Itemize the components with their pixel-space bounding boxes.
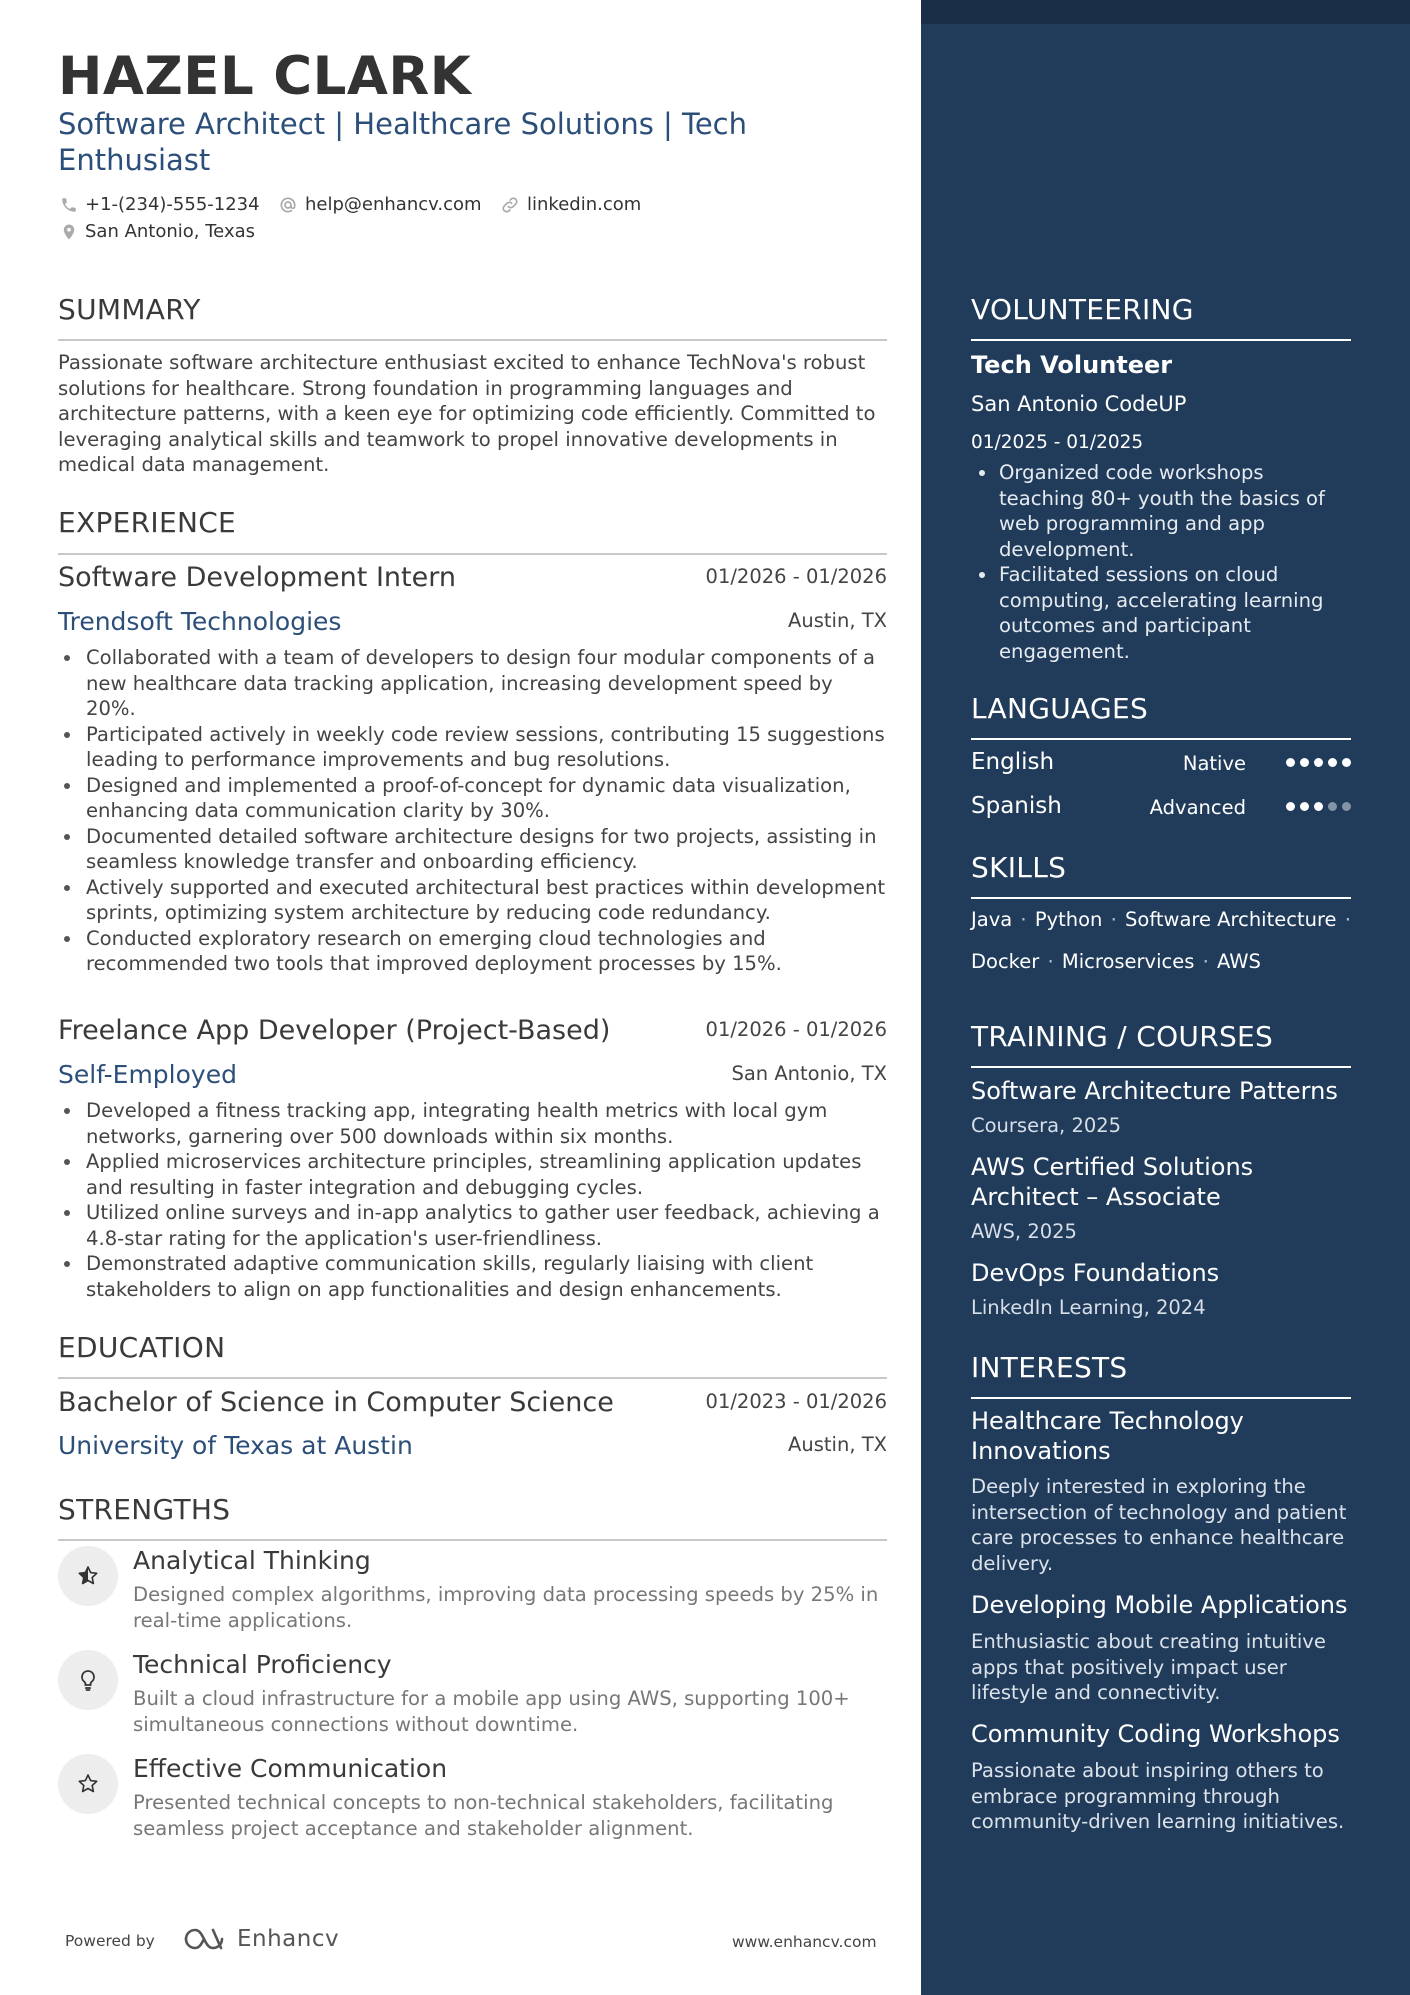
strength-title: Analytical Thinking bbox=[133, 1546, 371, 1575]
enhancv-logo[interactable] bbox=[183, 1926, 339, 1952]
job-title: Freelance App Developer (Project-Based) bbox=[58, 1015, 611, 1046]
job-dates: 01/2026 - 01/2026 bbox=[705, 1018, 887, 1041]
bullet-item: Participated actively in weekly code review sessions, contributing 15 suggestions leading to performance improvements and bug resolutions. bbox=[58, 722, 887, 773]
training-heading: TRAINING / COURSES bbox=[971, 1020, 1274, 1053]
language-level: Native bbox=[1182, 752, 1246, 775]
experience-divider bbox=[58, 553, 887, 555]
rating-dot-filled bbox=[1300, 758, 1309, 767]
degree-title: Bachelor of Science in Computer Science bbox=[58, 1387, 614, 1418]
rating-dot-filled bbox=[1300, 802, 1309, 811]
linkedin-text: linkedin.com bbox=[527, 194, 642, 215]
skills-list bbox=[971, 899, 1356, 983]
enhancv-brand-text: Enhancv bbox=[237, 1926, 340, 1952]
bullet-item: Actively supported and executed architectural best practices within development sprints, optimizing system architecture by reducing code redundancy. bbox=[58, 875, 887, 926]
strength-icon-circle bbox=[58, 1546, 118, 1606]
rating-dot-filled bbox=[1286, 802, 1295, 811]
strength-description: Presented technical concepts to non-technical stakeholders, facilitating seamless project acceptance and stakeholder alignment. bbox=[133, 1791, 834, 1840]
location-pin-icon bbox=[60, 222, 78, 242]
skill-separator: · bbox=[1014, 908, 1033, 931]
bullet-item: Conducted exploratory research on emerging cloud technologies and recommended two tools that improved deployment processes by 15%. bbox=[58, 926, 887, 977]
skill-separator: · bbox=[1041, 950, 1060, 973]
bullet-item: Demonstrated adaptive communication skills, regularly liaising with client stakeholders to align on app functionalities and design enhancements. bbox=[58, 1251, 887, 1302]
strengths-heading: STRENGTHS bbox=[58, 1493, 231, 1526]
link-icon bbox=[500, 195, 520, 215]
skill-separator: · bbox=[1338, 908, 1351, 931]
enhancv-logo-icon bbox=[183, 1926, 229, 1952]
rating-dot-empty bbox=[1328, 802, 1337, 811]
strength-description: Designed complex algorithms, improving data processing speeds by 25% in real-time applications. bbox=[133, 1583, 879, 1632]
summary-divider bbox=[58, 339, 887, 341]
skill-item: Python bbox=[1034, 908, 1103, 931]
bullet-item: Developed a fitness tracking app, integrating health metrics with local gym networks, garnering over 500 downloads within six months. bbox=[58, 1098, 887, 1149]
course-provider: Coursera, 2025 bbox=[971, 1114, 1122, 1137]
course-title: DevOps Foundations bbox=[971, 1259, 1220, 1287]
languages-heading: LANGUAGES bbox=[971, 692, 1149, 725]
skill-item: AWS bbox=[1217, 950, 1261, 973]
strength-icon-circle bbox=[58, 1650, 118, 1710]
interest-title: Developing Mobile Applications bbox=[971, 1591, 1348, 1619]
lightbulb-icon bbox=[76, 1668, 100, 1692]
interest-description: Deeply interested in exploring the intersection of technology and patient care processes to enhance healthcare delivery. bbox=[971, 1475, 1347, 1575]
at-icon bbox=[278, 195, 298, 215]
skill-item: Docker bbox=[971, 950, 1040, 973]
phone-text: +1-(234)-555-1234 bbox=[85, 194, 260, 215]
interests-divider bbox=[971, 1397, 1351, 1399]
candidate-name: HAZEL CLARK bbox=[58, 46, 472, 107]
skill-item: Software Architecture bbox=[1125, 908, 1337, 931]
volunteer-role: Tech Volunteer bbox=[971, 351, 1173, 379]
job-dates: 01/2026 - 01/2026 bbox=[705, 565, 887, 588]
job-bullets bbox=[58, 1098, 887, 1302]
powered-by-label: Powered by bbox=[65, 1932, 155, 1950]
bullet-item: Utilized online surveys and in-app analytics to gather user feedback, achieving a 4.8-star rating for the application's user-friendliness. bbox=[58, 1200, 887, 1251]
course-title: Software Architecture Patterns bbox=[971, 1077, 1338, 1105]
education-dates: 01/2023 - 01/2026 bbox=[705, 1390, 887, 1413]
strengths-divider bbox=[58, 1539, 887, 1541]
language-row bbox=[971, 793, 1351, 823]
skill-separator: · bbox=[1104, 908, 1124, 931]
skill-item: Microservices bbox=[1061, 950, 1195, 973]
summary-text: Passionate software architecture enthusiast excited to enhance TechNova's robust solutions for healthcare. Strong foundation in programming languages and architecture patterns, with a keen eye for optimizing code efficiently. Committed to leveraging analytical skills and teamwork to propel innovative developments in medical data management. bbox=[58, 351, 876, 476]
interest-description: Enthusiastic about creating intuitive apps that positively impact user lifestyle and connectivity. bbox=[971, 1630, 1326, 1704]
language-rating bbox=[1286, 758, 1351, 767]
contact-location bbox=[60, 221, 255, 242]
bullet-item: Organized code workshops teaching 80+ youth the basics of web programming and app development. bbox=[971, 460, 1351, 562]
rating-dot-filled bbox=[1328, 758, 1337, 767]
languages-divider bbox=[971, 738, 1351, 740]
volunteering-heading: VOLUNTEERING bbox=[971, 293, 1194, 326]
phone-icon bbox=[60, 196, 78, 214]
job-location: San Antonio, TX bbox=[731, 1062, 887, 1085]
skills-heading: SKILLS bbox=[971, 851, 1067, 884]
course-provider: LinkedIn Learning, 2024 bbox=[971, 1296, 1206, 1319]
language-name: English bbox=[971, 749, 1055, 775]
school-location: Austin, TX bbox=[788, 1433, 887, 1456]
headline: Software Architect | Healthcare Solutions | Tech Enthusiast bbox=[58, 107, 747, 177]
bullet-item: Collaborated with a team of developers to design four modular components of a new healthcare data tracking application, increasing development speed by 20%. bbox=[58, 645, 887, 722]
language-name: Spanish bbox=[971, 793, 1062, 819]
job-title: Software Development Intern bbox=[58, 562, 456, 593]
company-name: Self-Employed bbox=[58, 1060, 237, 1089]
email-text: help@enhancv.com bbox=[305, 194, 482, 215]
rating-dot-empty bbox=[1342, 802, 1351, 811]
bullet-item: Applied microservices architecture principles, streamlining application updates and resulting in faster integration and debugging cycles. bbox=[58, 1149, 887, 1200]
volunteer-bullets bbox=[971, 460, 1351, 664]
star-half-icon bbox=[76, 1564, 100, 1588]
skill-separator: · bbox=[1196, 950, 1215, 973]
language-level: Advanced bbox=[1149, 796, 1246, 819]
rating-dot-filled bbox=[1286, 758, 1295, 767]
location-text: San Antonio, Texas bbox=[85, 221, 255, 242]
bullet-item: Facilitated sessions on cloud computing, accelerating learning outcomes and participant engagement. bbox=[971, 562, 1351, 664]
education-heading: EDUCATION bbox=[58, 1331, 226, 1364]
sidebar-top-bar bbox=[921, 0, 1410, 24]
rating-dot-filled bbox=[1314, 802, 1323, 811]
skill-item: Java bbox=[971, 908, 1013, 931]
rating-dot-filled bbox=[1342, 758, 1351, 767]
school-name: University of Texas at Austin bbox=[58, 1431, 413, 1460]
language-row bbox=[971, 749, 1351, 779]
volunteer-dates: 01/2025 - 01/2025 bbox=[971, 432, 1144, 453]
bullet-item: Designed and implemented a proof-of-concept for dynamic data visualization, enhancing data communication clarity by 30%. bbox=[58, 773, 887, 824]
company-name: Trendsoft Technologies bbox=[58, 607, 342, 636]
rating-dot-filled bbox=[1314, 758, 1323, 767]
contact-email[interactable] bbox=[278, 194, 482, 215]
education-divider bbox=[58, 1377, 887, 1379]
job-location: Austin, TX bbox=[788, 609, 887, 632]
job-bullets bbox=[58, 645, 887, 977]
interests-heading: INTERESTS bbox=[971, 1351, 1128, 1384]
strength-title: Effective Communication bbox=[133, 1754, 448, 1783]
strength-title: Technical Proficiency bbox=[133, 1650, 392, 1679]
summary-heading: SUMMARY bbox=[58, 293, 201, 326]
interest-description: Passionate about inspiring others to embrace programming through community-driven learning initiatives. bbox=[971, 1759, 1345, 1833]
course-title: AWS Certified Solutions Architect – Associate bbox=[971, 1153, 1254, 1211]
strength-icon-circle bbox=[58, 1754, 118, 1814]
language-rating bbox=[1286, 802, 1351, 811]
interest-title: Community Coding Workshops bbox=[971, 1720, 1340, 1748]
contact-linkedin[interactable] bbox=[500, 194, 641, 215]
volunteering-divider bbox=[971, 339, 1351, 341]
star-outline-icon bbox=[76, 1772, 100, 1796]
interest-title: Healthcare Technology Innovations bbox=[971, 1407, 1244, 1465]
volunteer-org: San Antonio CodeUP bbox=[971, 392, 1187, 416]
experience-heading: EXPERIENCE bbox=[58, 506, 237, 539]
course-provider: AWS, 2025 bbox=[971, 1220, 1077, 1243]
contact-phone[interactable] bbox=[60, 194, 260, 215]
bullet-item: Documented detailed software architecture designs for two projects, assisting in seamless knowledge transfer and onboarding efficiency. bbox=[58, 824, 887, 875]
strength-description: Built a cloud infrastructure for a mobile app using AWS, supporting 100+ simultaneous connections without downtime. bbox=[133, 1687, 850, 1736]
footer-url[interactable]: www.enhancv.com bbox=[732, 1933, 877, 1951]
training-divider bbox=[971, 1066, 1351, 1068]
